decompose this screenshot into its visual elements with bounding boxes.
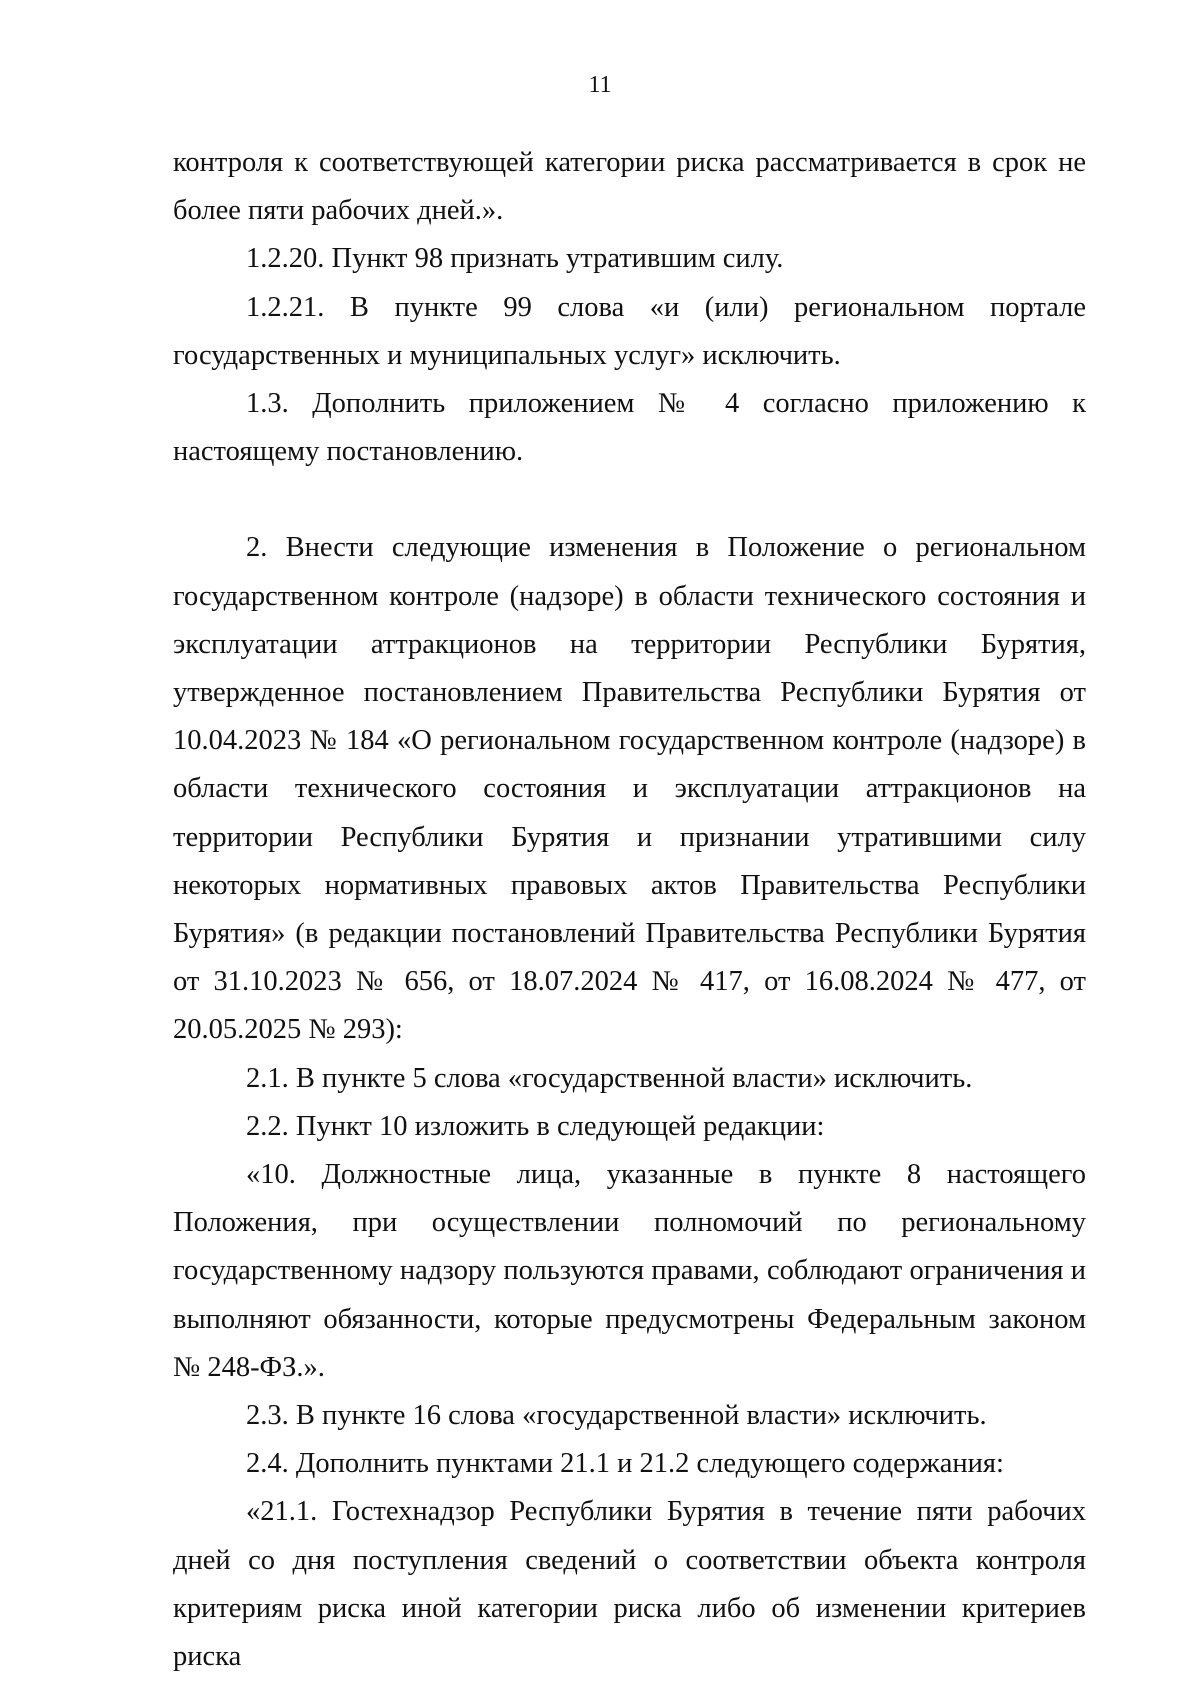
paragraph-2-1: 2.1. В пункте 5 слова «государственной власти» исключить. [246,1062,973,1094]
paragraph-2: 2. Внести следующие изменения в Положение о региональном государственном контроле (надзоре) в области технического состояния и эксплуатации аттракционов на территории Республики Бурятия, утвержденное постановлением Правительства Республики Бурятия от 10.04.2023 № 184 «О региональном государственном контроле (надзоре) в области технического состояния и эксплуатации аттракционов на территории Республики Бурятия и признании утратившими силу некоторых нормативных правовых актов Правительства Республики Бурятия» (в редакции постановлений Правительства Республики Бурятия от 31.10.2023 № 656, от 18.07.2024 № 417, от 16.08.2024 № 477, от 20.05.2025 № 293): [173,532,1086,1046]
paragraph-2-2: 2.2. Пункт 10 изложить в следующей редакции: [246,1110,825,1142]
paragraph-quote-10: «10. Должностные лица, указанные в пункте 8 настоящего Положения, при осуществлении полномочий по региональному государственному надзору пользуются правами, соблюдают ограничения и выполняют обязанности, которые предусмотрены Федеральным законом № 248-ФЗ.». [173,1159,1086,1383]
paragraph-1-3: 1.3. Дополнить приложением № 4 согласно приложению к настоящему постановлению. [173,388,1086,468]
paragraph-quote-21-1: «21.1. Гостехнадзор Республики Бурятия в течение пяти рабочих дней со дня поступления сведений о соответствии объекта контроля критериям риска иной категории риска либо об изменении критериев риска [173,1496,1086,1673]
paragraph-continuation: контроля к соответствующей категории риска рассматривается в срок не более пяти рабочих дней.». [173,147,1086,227]
paragraph-1-2-20: 1.2.20. Пункт 98 признать утратившим силу. [246,243,784,275]
paragraph-2-4: 2.4. Дополнить пунктами 21.1 и 21.2 следующего содержания: [246,1448,1004,1480]
paragraph-1-2-21: 1.2.21. В пункте 99 слова «и (или) региональном портале государственных и муниципальных услуг» исключить. [173,291,1086,371]
paragraph-2-3: 2.3. В пункте 16 слова «государственной власти» исключить. [246,1400,987,1432]
page-number: 11 [588,72,612,98]
document-body [173,139,1086,1681]
